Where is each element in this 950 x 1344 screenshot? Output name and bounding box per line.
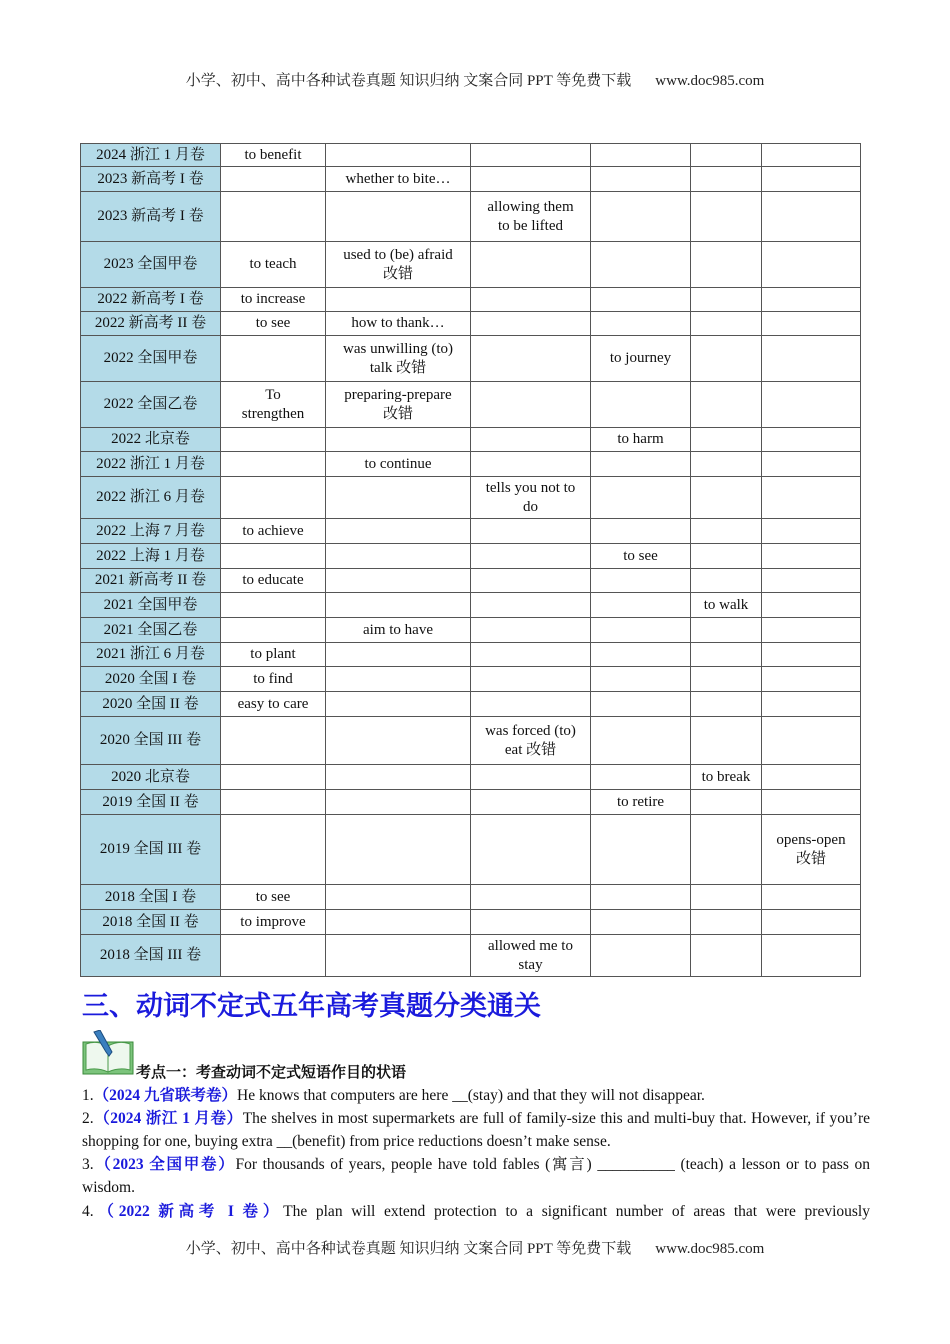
exam-label-cell: 2022 浙江 6 月卷 [81, 477, 221, 519]
answer-cell: to journey [591, 336, 691, 382]
answer-cell [221, 593, 326, 618]
answer-cell: tells you not to do [471, 477, 591, 519]
answer-cell [471, 144, 591, 167]
answer-cell [762, 428, 861, 452]
table-row [81, 428, 861, 452]
answer-cell [326, 569, 471, 593]
exam-label-cell: 2022 北京卷 [81, 428, 221, 452]
answers-table [80, 143, 861, 977]
answer-cell [762, 643, 861, 667]
answer-cell [691, 336, 762, 382]
answer-cell [471, 910, 591, 935]
exam-label-cell: 2020 全国 II 卷 [81, 692, 221, 717]
answer-cell [591, 815, 691, 885]
answer-cell [591, 477, 691, 519]
answer-cell: was forced (to) eat 改错 [471, 717, 591, 765]
answer-cell [471, 885, 591, 910]
answer-cell [691, 312, 762, 336]
answer-cell [762, 618, 861, 643]
answer-cell [762, 382, 861, 428]
table-row [81, 765, 861, 790]
answer-cell [691, 667, 762, 692]
table-row [81, 935, 861, 977]
answer-cell [326, 593, 471, 618]
table-row [81, 593, 861, 618]
answer-cell [326, 717, 471, 765]
table-row [81, 667, 861, 692]
exam-label-cell: 2020 北京卷 [81, 765, 221, 790]
answer-cell [221, 192, 326, 242]
table-row [81, 885, 861, 910]
answer-cell [326, 765, 471, 790]
answer-cell [471, 667, 591, 692]
answer-cell [691, 242, 762, 288]
answer-cell: to walk [691, 593, 762, 618]
exam-label-cell: 2022 新高考 I 卷 [81, 288, 221, 312]
answer-cell: used to (be) afraid 改错 [326, 242, 471, 288]
page-footer [0, 1237, 950, 1258]
answer-cell [591, 910, 691, 935]
answer-cell: to harm [591, 428, 691, 452]
answer-cell [326, 910, 471, 935]
answer-cell: to retire [591, 790, 691, 815]
table-row [81, 643, 861, 667]
exam-label-cell: 2020 全国 III 卷 [81, 717, 221, 765]
table-row [81, 569, 861, 593]
answer-cell [471, 569, 591, 593]
table-row [81, 519, 861, 544]
answer-cell [691, 935, 762, 977]
answer-cell [762, 519, 861, 544]
answer-cell [326, 288, 471, 312]
answer-cell [591, 593, 691, 618]
exam-label-cell: 2022 新高考 II 卷 [81, 312, 221, 336]
answer-cell [762, 765, 861, 790]
answer-cell [762, 544, 861, 569]
answer-cell [221, 765, 326, 790]
answer-cell [591, 452, 691, 477]
answer-cell [762, 477, 861, 519]
question-3: 3.（2023 全国甲卷）For thousands of years, people have told fables (寓言) __________ (teach) a lesson or to pass on wisdom. [82, 1156, 870, 1196]
answer-cell [762, 192, 861, 242]
answer-cell [471, 815, 591, 885]
table-row [81, 452, 861, 477]
answer-cell [471, 167, 591, 192]
footer-text: 小学、初中、高中各种试卷真题 知识归纳 文案合同 PPT 等免费下载 [185, 1241, 632, 1257]
answer-cell [591, 569, 691, 593]
page-header [0, 69, 950, 90]
question-1: 1.（2024 九省联考卷）He knows that computers are here __(stay) and that they will not disappear. [82, 1087, 705, 1104]
answer-cell [221, 452, 326, 477]
answer-cell [471, 765, 591, 790]
answer-cell [762, 593, 861, 618]
footer-link[interactable]: www.doc985.com [655, 1241, 765, 1257]
answer-cell [762, 692, 861, 717]
answer-cell [471, 593, 591, 618]
answer-cell [326, 692, 471, 717]
exam-label-cell: 2022 全国甲卷 [81, 336, 221, 382]
answer-cell [221, 477, 326, 519]
answer-cell [221, 815, 326, 885]
answer-cell [591, 242, 691, 288]
answer-cell: opens-open 改错 [762, 815, 861, 885]
answer-cell: to see [591, 544, 691, 569]
answer-cell [691, 452, 762, 477]
answer-cell [691, 428, 762, 452]
answer-cell [762, 242, 861, 288]
answer-cell [691, 815, 762, 885]
answer-cell [326, 477, 471, 519]
answer-cell [471, 544, 591, 569]
table-row [81, 717, 861, 765]
exam-label-cell: 2019 全国 III 卷 [81, 815, 221, 885]
answer-cell [691, 717, 762, 765]
answer-cell [762, 790, 861, 815]
answer-cell [471, 428, 591, 452]
answer-cell [691, 167, 762, 192]
answer-cell: allowed me to stay [471, 935, 591, 977]
question-4: 4.（2022 新高考 I 卷）The plan will extend protection to a significant number of areas that were previously [82, 1203, 870, 1220]
answer-cell [326, 815, 471, 885]
exam-label-cell: 2021 全国甲卷 [81, 593, 221, 618]
answer-cell [326, 144, 471, 167]
answer-cell [221, 790, 326, 815]
answer-cell [326, 885, 471, 910]
answer-cell [471, 452, 591, 477]
table-row [81, 544, 861, 569]
answer-cell [591, 144, 691, 167]
answer-cell: to plant [221, 643, 326, 667]
answer-cell [591, 382, 691, 428]
header-text: 小学、初中、高中各种试卷真题 知识归纳 文案合同 PPT 等免费下载 [185, 73, 632, 89]
answer-cell [326, 667, 471, 692]
answer-cell [591, 519, 691, 544]
exam-label-cell: 2023 新高考 I 卷 [81, 192, 221, 242]
answer-cell [691, 885, 762, 910]
answer-cell [762, 667, 861, 692]
answer-cell: whether to bite… [326, 167, 471, 192]
answer-cell: easy to care [221, 692, 326, 717]
answer-cell [471, 618, 591, 643]
table-row [81, 910, 861, 935]
answer-cell [221, 618, 326, 643]
answer-cell: preparing-prepare 改错 [326, 382, 471, 428]
exam-label-cell: 2023 新高考 I 卷 [81, 167, 221, 192]
answer-cell [471, 790, 591, 815]
kaodian-heading: 考点一：考查动词不定式短语作目的状语 [136, 1063, 407, 1081]
answer-cell [591, 167, 691, 192]
exam-label-cell: 2022 上海 1 月卷 [81, 544, 221, 569]
header-link[interactable]: www.doc985.com [655, 73, 765, 89]
exam-label-cell: 2021 全国乙卷 [81, 618, 221, 643]
question-2: 2.（2024 浙江 1 月卷）The shelves in most supermarkets are full of family-size this and multi-buy that. However, if you’re shopping for one, buying extra __(benefit) from price reductions doesn’t make sense. [82, 1110, 870, 1150]
answer-cell [691, 544, 762, 569]
answer-cell [326, 544, 471, 569]
exam-label-cell: 2020 全国 I 卷 [81, 667, 221, 692]
exam-label-cell: 2018 全国 I 卷 [81, 885, 221, 910]
answer-cell [691, 519, 762, 544]
table-row [81, 477, 861, 519]
section-title: 三、动词不定式五年高考真题分类通关 [82, 991, 541, 1022]
table-row [81, 382, 861, 428]
answer-cell: aim to have [326, 618, 471, 643]
exam-label-cell: 2021 浙江 6 月卷 [81, 643, 221, 667]
exam-label-cell: 2024 浙江 1 月卷 [81, 144, 221, 167]
answer-cell [691, 192, 762, 242]
answer-cell [591, 312, 691, 336]
answer-cell [762, 452, 861, 477]
table-row [81, 144, 861, 167]
answer-cell: to benefit [221, 144, 326, 167]
answer-cell [591, 717, 691, 765]
table-row [81, 167, 861, 192]
table-row [81, 790, 861, 815]
answer-cell: allowing them to be lifted [471, 192, 591, 242]
answer-cell [221, 717, 326, 765]
exam-label-cell: 2022 浙江 1 月卷 [81, 452, 221, 477]
answer-cell [221, 428, 326, 452]
answer-cell [326, 643, 471, 667]
exam-label-cell: 2023 全国甲卷 [81, 242, 221, 288]
answer-cell [471, 288, 591, 312]
answer-cell [326, 519, 471, 544]
answer-cell: to educate [221, 569, 326, 593]
exam-label-cell: 2021 新高考 II 卷 [81, 569, 221, 593]
answer-cell [762, 288, 861, 312]
answer-cell [762, 885, 861, 910]
answer-cell [591, 885, 691, 910]
table-row [81, 692, 861, 717]
table-row [81, 312, 861, 336]
answer-cell [691, 477, 762, 519]
answer-cell [471, 312, 591, 336]
answer-cell [591, 643, 691, 667]
answer-cell [691, 144, 762, 167]
table-row [81, 288, 861, 312]
answer-cell: to achieve [221, 519, 326, 544]
answer-cell [591, 288, 691, 312]
answer-cell [221, 167, 326, 192]
answer-cell [471, 336, 591, 382]
answer-cell [762, 336, 861, 382]
answer-cell: was unwilling (to) talk 改错 [326, 336, 471, 382]
answer-cell [591, 692, 691, 717]
book-pencil-icon [82, 1030, 136, 1076]
exam-label-cell: 2018 全国 II 卷 [81, 910, 221, 935]
answer-cell: how to thank… [326, 312, 471, 336]
answer-cell [591, 935, 691, 977]
answer-cell [691, 692, 762, 717]
answer-cell: to teach [221, 242, 326, 288]
answer-cell [591, 192, 691, 242]
answer-cell [762, 144, 861, 167]
answer-cell: to break [691, 765, 762, 790]
answer-cell: To strengthen [221, 382, 326, 428]
table-row [81, 618, 861, 643]
answer-cell [762, 910, 861, 935]
answer-cell [471, 692, 591, 717]
answer-cell [591, 667, 691, 692]
answer-cell [221, 336, 326, 382]
exam-label-cell: 2018 全国 III 卷 [81, 935, 221, 977]
answer-cell [691, 643, 762, 667]
answer-cell: to improve [221, 910, 326, 935]
answer-cell [691, 382, 762, 428]
answer-cell [762, 935, 861, 977]
answer-cell [691, 288, 762, 312]
answer-cell [221, 935, 326, 977]
exam-label-cell: 2022 全国乙卷 [81, 382, 221, 428]
answer-cell [326, 192, 471, 242]
answer-cell [221, 544, 326, 569]
table-row [81, 192, 861, 242]
answer-cell [691, 790, 762, 815]
answer-cell [471, 242, 591, 288]
answer-cell [691, 618, 762, 643]
table-row [81, 815, 861, 885]
answer-cell [326, 428, 471, 452]
answer-cell [326, 790, 471, 815]
table-row [81, 336, 861, 382]
answer-cell: to increase [221, 288, 326, 312]
answer-cell: to see [221, 885, 326, 910]
answer-cell [762, 717, 861, 765]
answer-cell [471, 643, 591, 667]
answer-cell: to continue [326, 452, 471, 477]
answer-cell [591, 618, 691, 643]
answer-cell [762, 312, 861, 336]
answer-cell [691, 910, 762, 935]
answer-cell [326, 935, 471, 977]
answer-cell: to see [221, 312, 326, 336]
answer-cell [691, 569, 762, 593]
table-row [81, 242, 861, 288]
answer-cell [471, 382, 591, 428]
exam-label-cell: 2019 全国 II 卷 [81, 790, 221, 815]
answer-cell [762, 569, 861, 593]
answer-cell: to find [221, 667, 326, 692]
exam-label-cell: 2022 上海 7 月卷 [81, 519, 221, 544]
answer-cell [591, 765, 691, 790]
answer-cell [762, 167, 861, 192]
answer-cell [471, 519, 591, 544]
